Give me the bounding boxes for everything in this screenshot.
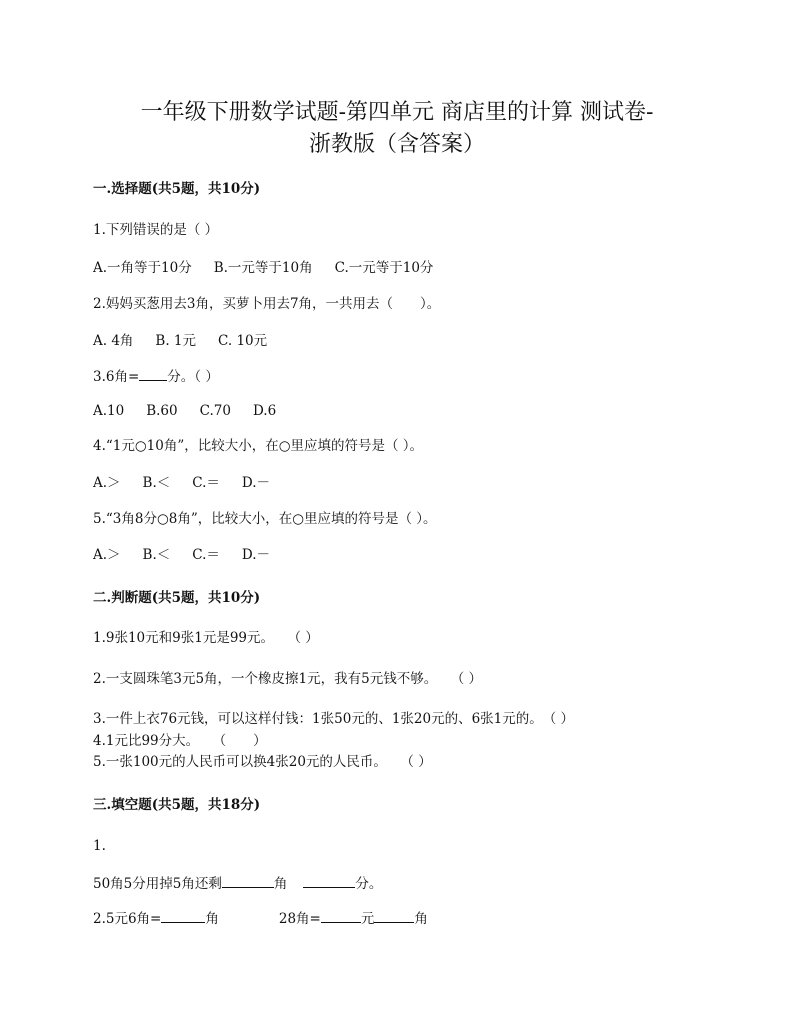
- fill-question-1-number: 1.: [93, 838, 106, 854]
- choice-options-3: [93, 402, 298, 420]
- judge-question-3: 3.一件上衣76元钱，可以这样付钱：1张50元的、1张20元的、6张1元的。 （ ）: [93, 711, 575, 727]
- fill-question-2: [93, 908, 428, 928]
- answer-blank: [139, 366, 167, 381]
- unit-label: 角: [414, 911, 428, 927]
- option: B.＜: [142, 547, 171, 563]
- page-title-line2: 浙教版（含答案）: [308, 132, 485, 157]
- judge-question-4: 4.1元比99分大。 （ ）: [93, 733, 267, 749]
- unit-label: 元: [360, 911, 375, 927]
- question-text: 3.6角=: [93, 369, 140, 385]
- option: B.一元等于10角: [213, 260, 313, 276]
- choice-options-4: [93, 474, 292, 492]
- judge-question-2: 2.一支圆珠笔3元5角，一个橡皮擦1元，我有5元钱不够。 （ ）: [93, 671, 483, 687]
- unit-label: 角: [273, 876, 288, 892]
- option: C.一元等于10分: [334, 260, 434, 276]
- choice-question-5: 5.“3角8分○8角”，比较大小，在○里应填的符号是（ ）。: [93, 511, 437, 527]
- fill-question-1: [93, 873, 382, 893]
- unit-label: 角: [205, 911, 219, 927]
- page-title-line1: 一年级下册数学试题-第四单元 商店里的计算 测试卷-: [140, 100, 654, 125]
- option: A.10: [93, 403, 125, 419]
- choice-options-5: [93, 546, 292, 564]
- question-text: 2.5元6角=: [93, 911, 162, 927]
- judge-question-1: 1.9张10元和9张1元是99元。 （ ）: [93, 630, 319, 646]
- choice-options-2: [93, 332, 289, 350]
- answer-blank: [161, 908, 205, 923]
- option: C.70: [199, 403, 231, 419]
- option: C.＝: [192, 547, 220, 563]
- choice-options-1: [93, 259, 455, 277]
- option: C.＝: [192, 475, 220, 491]
- option: C. 10元: [218, 333, 268, 349]
- option: A.＞: [93, 547, 121, 563]
- option: B. 1元: [155, 333, 197, 349]
- option: A.一角等于10分: [93, 260, 192, 276]
- option: D.6: [252, 403, 277, 419]
- judge-question-5: 5.一张100元的人民币可以换4张20元的人民币。 （ ）: [93, 754, 432, 770]
- section-heading-judge: 二.判断题(共5题，共10分): [93, 590, 261, 606]
- choice-question-4: 4.“1元○10角”，比较大小，在○里应填的符号是（ ）。: [93, 438, 424, 454]
- choice-question-1: 1.下列错误的是（ ）: [93, 222, 219, 238]
- choice-question-3: [93, 366, 219, 386]
- answer-blank: [303, 873, 355, 888]
- section-heading-choice: 一.选择题(共5题，共10分): [93, 181, 261, 197]
- unit-label: 分。: [355, 876, 383, 892]
- option: A.＞: [93, 475, 121, 491]
- option: B.＜: [142, 475, 171, 491]
- option: B.60: [146, 403, 178, 419]
- section-heading-fill: 三.填空题(共5题，共18分): [93, 797, 261, 813]
- option: D.－: [241, 475, 271, 491]
- question-text: 分。（ ）: [167, 369, 219, 385]
- choice-question-2: 2.妈妈买葱用去3角，买萝卜用去7角，一共用去（ ）。: [93, 296, 441, 312]
- question-text: 28角=: [278, 911, 321, 927]
- option: D.－: [241, 547, 271, 563]
- answer-blank: [321, 908, 361, 923]
- option: A. 4角: [93, 333, 134, 349]
- question-text: 50角5分用掉5角还剩: [93, 876, 222, 892]
- answer-blank: [222, 873, 274, 888]
- answer-blank: [374, 908, 414, 923]
